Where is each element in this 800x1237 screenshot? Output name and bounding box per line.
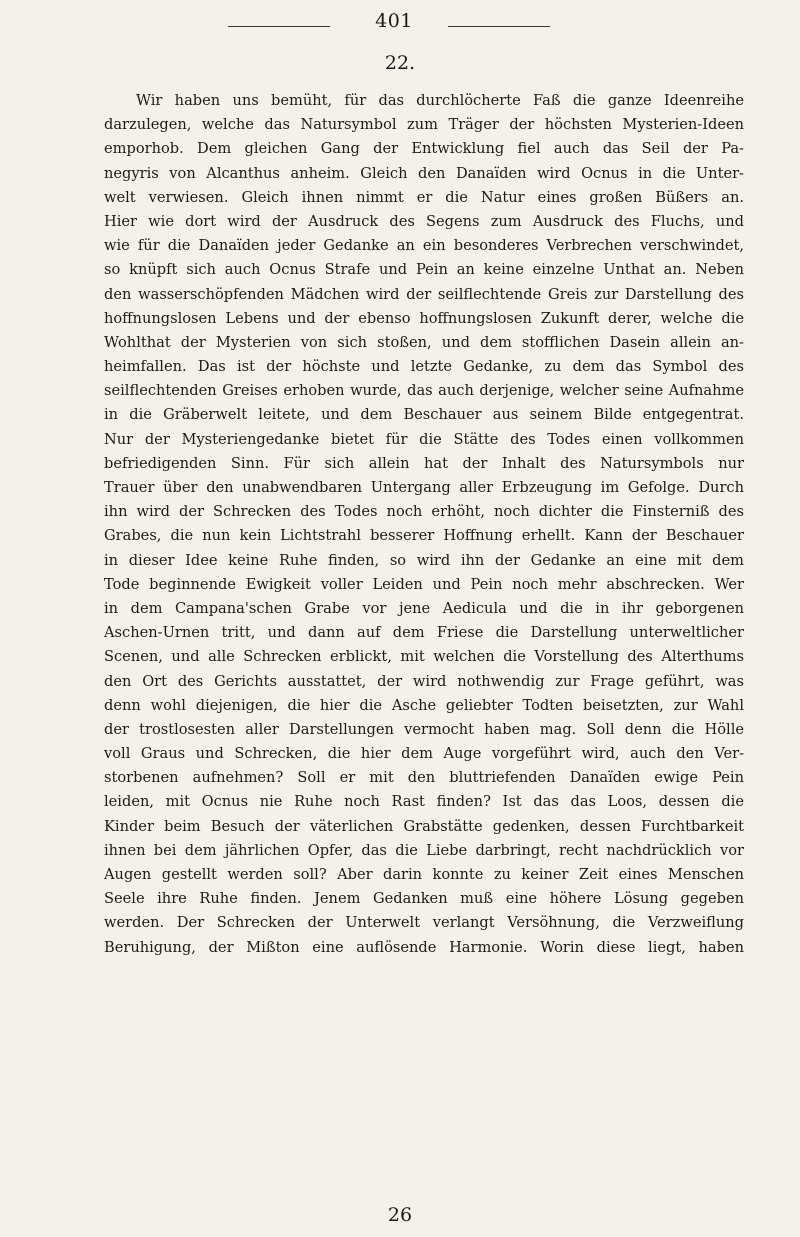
text-line: wie für die Danaïden jeder Gedanke an ein besonderes Verbrechen verschwindet,	[104, 237, 744, 255]
text-line: darzulegen, welche das Natursymbol zum Träger der höchsten Mysterien-Ideen	[104, 116, 744, 134]
text-line: Beruhigung, der Mißton eine auflösende Harmonie. Worin diese liegt, haben	[104, 938, 744, 956]
text-line: Augen gestellt werden soll? Aber darin konnte zu keiner Zeit eines Menschen	[104, 866, 744, 883]
text-line: werden. Der Schrecken der Unterwelt verlangt Versöhnung, die Verzweiflung	[104, 914, 744, 932]
signature-mark: 26	[387, 1204, 413, 1226]
text-line: Trauer über den unabwendbaren Untergang aller Erbzeugung im Gefolge. Durch	[104, 479, 744, 496]
text-line: ihn wird der Schrecken des Todes noch erhöht, noch dichter die Finsterniß des	[104, 503, 744, 521]
text-line: in dieser Idee keine Ruhe finden, so wird ihn der Gedanke an eine mit dem	[104, 551, 744, 569]
text-line: storbenen aufnehmen? Soll er mit den bluttriefenden Danaïden ewige Pein	[104, 769, 744, 787]
text-line: denn wohl diejenigen, die hier die Asche geliebter Todten beisetzten, zur Wahl	[104, 696, 744, 714]
text-line: Wohlthat der Mysterien von sich stoßen, und dem stofflichen Dasein allein an-	[104, 333, 744, 351]
text-line: befriedigenden Sinn. Für sich allein hat der Inhalt des Natursymbols nur	[104, 454, 744, 472]
text-line: der trostlosesten aller Darstellungen vermocht haben mag. Soll denn die Hölle	[104, 720, 744, 738]
text-line: Hier wie dort wird der Ausdruck des Segens zum Ausdruck des Fluchs, und	[104, 212, 744, 230]
text-line: ihnen bei dem jährlichen Opfer, das die Liebe darbringt, recht nachdrücklich vor	[104, 841, 744, 859]
text-line: Grabes, die nun kein Lichtstrahl besserer Hoffnung erhellt. Kann der Beschauer	[104, 527, 744, 545]
text-line: heimfallen. Das ist der höchste und letzte Gedanke, zu dem das Symbol des	[104, 358, 744, 376]
text-line: so knüpft sich auch Ocnus Strafe und Pein an keine einzelne Unthat an. Neben	[104, 261, 744, 279]
text-line: Aschen-Urnen tritt, und dann auf dem Friese die Darstellung unterweltlicher	[104, 624, 744, 642]
header-rule-right	[448, 26, 550, 27]
text-line: den Ort des Gerichts ausstattet, der wird nothwendig zur Frage geführt, was	[104, 672, 744, 690]
page-header	[0, 8, 800, 46]
text-line: voll Graus und Schrecken, die hier dem Auge vorgeführt wird, auch den Ver-	[104, 745, 744, 763]
text-line: seilflechtenden Greises erhoben wurde, das auch derjenige, welcher seine Aufnahme	[104, 382, 744, 400]
text-line: leiden, mit Ocnus nie Ruhe noch Rast finden? Ist das das Loos, dessen die	[104, 793, 744, 811]
text-line: den wasserschöpfenden Mädchen wird der seilflechtende Greis zur Darstellung des	[104, 285, 744, 303]
header-rule-left	[228, 26, 330, 27]
text-line: emporhob. Dem gleichen Gang der Entwicklung fiel auch das Seil der Pa-	[104, 140, 744, 158]
page-number: 401	[375, 10, 413, 32]
text-line: Scenen, und alle Schrecken erblickt, mit welchen die Vorstellung des Alterthums	[104, 648, 744, 666]
text-line: Wir haben uns bemüht, für das durchlöcherte Faß die ganze Ideenreihe	[136, 92, 744, 109]
body-text	[104, 89, 744, 960]
text-line: Seele ihre Ruhe finden. Jenem Gedanken muß eine höhere Lösung gegeben	[104, 890, 744, 908]
text-line: Tode beginnende Ewigkeit voller Leiden und Pein noch mehr abschrecken. Wer	[104, 575, 744, 593]
text-line: Nur der Mysteriengedanke bietet für die Stätte des Todes einen vollkommen	[104, 430, 744, 448]
text-line: in dem Campana'schen Grabe vor jene Aedicula und die in ihr geborgenen	[104, 599, 744, 617]
text-line: welt verwiesen. Gleich ihnen nimmt er die Natur eines großen Büßers an.	[104, 188, 744, 206]
text-line: Kinder beim Besuch der väterlichen Grabstätte gedenken, dessen Furchtbarkeit	[104, 817, 744, 835]
text-line: negyris von Alcanthus anheim. Gleich den Danaïden wird Ocnus in die Unter-	[104, 164, 744, 182]
text-line: in die Gräberwelt leitete, und dem Beschauer aus seinem Bilde entgegentrat.	[104, 406, 744, 424]
section-number: 22.	[384, 52, 416, 74]
text-line: hoffnungslosen Lebens und der ebenso hoffnungslosen Zukunft derer, welche die	[104, 309, 744, 327]
